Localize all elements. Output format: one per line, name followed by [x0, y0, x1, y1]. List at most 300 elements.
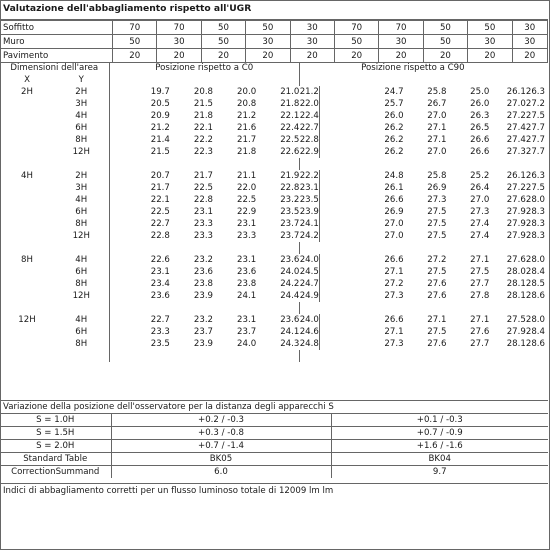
ugr-c0-value: 21.5 — [193, 99, 214, 109]
table-row — [0, 182, 548, 194]
y-dimension: 12H — [54, 230, 109, 242]
ugr-c90-value: 26.1 — [384, 183, 404, 193]
ugr-c90-value: 27.7 — [470, 339, 490, 349]
ugr-c90-value: 27.2 — [525, 99, 545, 109]
table-row — [0, 146, 548, 158]
ugr-c0-value: 22.9 — [299, 147, 319, 157]
ugr-c0-value: 20.8 — [237, 99, 257, 109]
ugr-c90-value: 27.8 — [470, 291, 490, 301]
x-dimension — [0, 194, 54, 206]
reflectance-label: Soffitto — [1, 21, 113, 35]
ugr-c90-value: 27.3 — [470, 207, 490, 217]
ugr-c90-value: 27.3 — [384, 291, 404, 301]
ugr-c90-value: 28.0 — [525, 315, 545, 325]
ugr-c0-value: 22.7 — [299, 123, 319, 133]
x-dimension — [0, 278, 54, 290]
y-dimension: 12H — [54, 146, 109, 158]
y-header: Y — [54, 74, 109, 86]
ugr-c0-value: 21.6 — [237, 123, 257, 133]
ugr-c90-value: 27.6 — [470, 327, 490, 337]
ugr-c0-value: 21.8 — [237, 147, 257, 157]
ugr-c0-value: 23.2 — [193, 255, 214, 265]
ugr-c0-value: 22.5 — [237, 195, 257, 205]
table-row — [0, 134, 548, 146]
y-dimension: 4H — [54, 110, 109, 122]
ugr-c0-value: 21.8 — [193, 111, 214, 121]
table-row — [0, 278, 548, 290]
x-dimension — [0, 110, 54, 122]
ugr-c0-value: 22.2 — [299, 171, 319, 181]
ugr-c90-value: 28.5 — [525, 279, 545, 289]
ugr-c0-value: 22.7 — [150, 219, 170, 229]
reflectance-value: 30 — [290, 21, 334, 35]
reflectance-value: 70 — [379, 21, 423, 35]
ugr-c90-value: 28.0 — [506, 267, 526, 277]
variation-c0: +0.7 / -1.4 — [111, 440, 331, 453]
variation-label: S = 1.5H — [0, 427, 111, 440]
reflectance-value: 20 — [334, 49, 378, 63]
ugr-c0-value: 20.9 — [150, 111, 170, 121]
x-dimension — [0, 182, 54, 194]
ugr-c90-value: 26.1 — [506, 87, 526, 97]
y-dimension: 6H — [54, 206, 109, 218]
ugr-c90-value: 27.1 — [427, 123, 447, 133]
ugr-c0-value: 22.0 — [299, 99, 319, 109]
reflectance-value: 50 — [113, 35, 157, 49]
reflectance-label: Muro — [1, 35, 113, 49]
ugr-c90-value: 28.3 — [525, 207, 545, 217]
ugr-c90-value: 27.6 — [506, 255, 526, 265]
ugr-c90-value: 27.4 — [470, 219, 490, 229]
ugr-c90-value: 28.3 — [525, 231, 545, 241]
ugr-c0-value: 21.7 — [193, 171, 214, 181]
ugr-c0-value: 24.0 — [280, 267, 300, 277]
ugr-c0-value: 23.7 — [193, 327, 214, 337]
ugr-c90-value: 27.4 — [506, 123, 526, 133]
ugr-c0-value: 24.8 — [299, 339, 319, 349]
ugr-c0-value: 21.2 — [299, 87, 319, 97]
ugr-c90-value: 25.0 — [470, 87, 490, 97]
variation-table — [0, 413, 548, 478]
ugr-c90-value: 27.9 — [506, 219, 526, 229]
ugr-c90-value: 28.0 — [525, 195, 545, 205]
ugr-c90-value: 28.1 — [506, 279, 526, 289]
ugr-c90-value: 28.1 — [506, 291, 526, 301]
ugr-c90-value: 27.6 — [427, 279, 447, 289]
ugr-c0-value: 23.1 — [299, 183, 319, 193]
ugr-c90-value: 27.5 — [470, 267, 490, 277]
table-title: Valutazione dell'abbagliamento rispetto all'UGR — [3, 3, 252, 14]
y-dimension: 6H — [54, 326, 109, 338]
reflectance-value: 30 — [246, 35, 290, 49]
ugr-c90-value: 27.3 — [384, 339, 404, 349]
ugr-c90-value: 27.6 — [427, 339, 447, 349]
ugr-c0-value: 22.2 — [193, 135, 214, 145]
ugr-c90-value: 27.5 — [427, 327, 447, 337]
reflectance-value: 70 — [157, 21, 201, 35]
table-row — [0, 314, 548, 326]
reflectance-value: 50 — [246, 21, 290, 35]
reflectance-value: 20 — [290, 49, 334, 63]
ugr-c0-value: 22.1 — [280, 111, 300, 121]
footnote: Indici di abbagliamento corretti per un flusso luminoso totale di 12009 lm lm — [3, 486, 334, 496]
x-dimension — [0, 146, 54, 158]
ugr-c90-value: 28.6 — [525, 291, 545, 301]
ugr-c0-value: 24.1 — [299, 219, 319, 229]
table-row — [0, 122, 548, 134]
ugr-c0-value: 23.1 — [237, 219, 257, 229]
ugr-c0-value: 23.1 — [237, 315, 257, 325]
ugr-c90-value: 26.6 — [470, 147, 490, 157]
x-dimension — [0, 266, 54, 278]
reflectance-value: 70 — [113, 21, 157, 35]
ugr-c0-value: 23.8 — [237, 279, 257, 289]
y-dimension: 4H — [54, 254, 109, 266]
ugr-c90-value: 27.2 — [427, 255, 447, 265]
x-dimension — [0, 338, 54, 350]
ugr-c90-value: 26.2 — [384, 135, 404, 145]
ugr-c90-value: 26.9 — [427, 183, 447, 193]
ugr-c90-value: 27.5 — [525, 183, 545, 193]
x-dimension: 8H — [21, 255, 33, 265]
ugr-c0-value: 22.8 — [280, 183, 300, 193]
ugr-c90-value: 27.4 — [506, 135, 526, 145]
ugr-c90-value: 25.7 — [384, 99, 404, 109]
ugr-c0-value: 21.2 — [237, 111, 257, 121]
table-row — [0, 98, 548, 110]
reflectance-value: 20 — [201, 49, 245, 63]
ugr-c90-value: 26.0 — [384, 111, 404, 121]
ugr-c90-value: 27.9 — [506, 231, 526, 241]
ugr-c0-value: 24.9 — [299, 291, 319, 301]
ugr-c90-value: 25.8 — [427, 87, 447, 97]
ugr-c90-value: 27.1 — [427, 315, 447, 325]
ugr-c90-value: 24.8 — [384, 171, 404, 181]
ugr-c0-value: 24.0 — [237, 339, 257, 349]
y-dimension: 8H — [54, 218, 109, 230]
y-dimension: 4H — [54, 314, 109, 326]
reflectance-value: 30 — [157, 35, 201, 49]
reflectance-row — [1, 49, 548, 63]
table-row — [0, 194, 548, 206]
x-dimension — [0, 230, 54, 242]
c90-header: Posizione rispetto a C90 — [361, 63, 465, 73]
ugr-c90-value: 27.1 — [384, 267, 404, 277]
reflectance-value: 50 — [201, 21, 245, 35]
y-dimension: 3H — [54, 98, 109, 110]
ugr-c90-value: 27.3 — [427, 195, 447, 205]
ugr-c90-value: 26.6 — [470, 135, 490, 145]
x-dimension — [0, 134, 54, 146]
ugr-c90-value: 26.2 — [384, 123, 404, 133]
ugr-c90-value: 27.1 — [470, 255, 490, 265]
ugr-c90-value: 27.7 — [525, 147, 545, 157]
ugr-c0-value: 24.6 — [299, 327, 319, 337]
variation-c90: +1.6 / -1.6 — [331, 440, 548, 453]
reflectance-value: 30 — [512, 21, 547, 35]
ugr-c90-value: 27.5 — [427, 219, 447, 229]
ugr-c90-value: 28.6 — [525, 339, 545, 349]
ugr-c90-value: 27.5 — [427, 207, 447, 217]
table-row — [0, 290, 548, 302]
table-row — [0, 254, 548, 266]
table-row — [0, 110, 548, 122]
ugr-c90-value: 27.1 — [427, 135, 447, 145]
ugr-c90-value: 26.3 — [525, 171, 545, 181]
ugr-c90-value: 26.5 — [470, 123, 490, 133]
ugr-c0-value: 20.5 — [150, 99, 170, 109]
reflectance-label: Pavimento — [1, 49, 113, 63]
ugr-c90-value: 28.4 — [525, 267, 545, 277]
reflectance-value: 70 — [334, 21, 378, 35]
ugr-c0-value: 23.6 — [280, 255, 300, 265]
ugr-c90-value: 27.3 — [506, 147, 526, 157]
y-dimension: 12H — [54, 290, 109, 302]
table-row — [0, 266, 548, 278]
reflectance-value: 20 — [423, 49, 467, 63]
variation-label: S = 2.0H — [0, 440, 111, 453]
ugr-c90-value: 28.1 — [506, 339, 526, 349]
ugr-c90-value: 27.2 — [506, 111, 526, 121]
ugr-c0-value: 22.4 — [299, 111, 319, 121]
ugr-c90-value: 27.5 — [525, 111, 545, 121]
ugr-values-table — [0, 62, 548, 362]
table-row — [0, 230, 548, 242]
ugr-c0-value: 22.0 — [237, 183, 257, 193]
table-row — [0, 206, 548, 218]
ugr-c0-value: 23.3 — [150, 327, 170, 337]
reflectance-value: 30 — [512, 35, 547, 49]
y-dimension: 6H — [54, 266, 109, 278]
ugr-c0-value: 21.2 — [150, 123, 170, 133]
ugr-c90-value: 26.9 — [384, 207, 404, 217]
reflectance-value: 20 — [379, 49, 423, 63]
c0-header: Posizione rispetto a C0 — [109, 62, 299, 74]
ugr-c0-value: 24.1 — [237, 291, 257, 301]
ugr-c90-value: 27.6 — [427, 291, 447, 301]
ugr-c90-value: 26.6 — [384, 195, 404, 205]
ugr-c90-value: 27.7 — [470, 279, 490, 289]
ugr-c90-value: 26.3 — [470, 111, 490, 121]
variation-c0: +0.3 / -0.8 — [111, 427, 331, 440]
ugr-c0-value: 24.0 — [299, 315, 319, 325]
ugr-c0-value: 22.5 — [280, 135, 300, 145]
x-dimension — [0, 98, 54, 110]
area-dimensions-header: Dimensioni dell'area — [0, 62, 109, 74]
x-dimension — [0, 122, 54, 134]
correction-summand-row — [0, 466, 548, 479]
reflectance-value: 50 — [468, 21, 512, 35]
reflectance-value: 30 — [379, 35, 423, 49]
ugr-c0-value: 24.5 — [299, 267, 319, 277]
ugr-c0-value: 22.8 — [299, 135, 319, 145]
ugr-c90-value: 25.2 — [470, 171, 490, 181]
ugr-c0-value: 23.3 — [237, 231, 257, 241]
reflectance-table — [0, 20, 548, 63]
ugr-c90-value: 27.0 — [506, 99, 526, 109]
ugr-c90-value: 26.1 — [506, 171, 526, 181]
reflectance-value: 50 — [334, 35, 378, 49]
ugr-c0-value: 23.7 — [280, 219, 300, 229]
ugr-c0-value: 22.3 — [193, 147, 214, 157]
variation-divider — [0, 400, 548, 401]
y-dimension: 6H — [54, 122, 109, 134]
ugr-c0-value: 23.1 — [237, 255, 257, 265]
ugr-c0-value: 23.9 — [193, 291, 214, 301]
ugr-c90-value: 27.2 — [506, 183, 526, 193]
ugr-c90-value: 27.7 — [525, 135, 545, 145]
ugr-c0-value: 22.7 — [150, 315, 170, 325]
reflectance-value: 20 — [512, 49, 547, 63]
ugr-c0-value: 21.5 — [150, 147, 170, 157]
table-row — [0, 170, 548, 182]
ugr-c0-value: 22.1 — [193, 123, 214, 133]
reflectance-row — [1, 21, 548, 35]
ugr-c90-value: 27.0 — [470, 195, 490, 205]
ugr-c0-value: 24.1 — [280, 327, 300, 337]
ugr-c0-value: 23.5 — [299, 195, 319, 205]
ugr-c0-value: 23.6 — [193, 267, 214, 277]
variation-c90: +0.1 / -0.3 — [331, 414, 548, 427]
ugr-c0-value: 21.1 — [237, 171, 257, 181]
ugr-c90-value: 27.5 — [427, 267, 447, 277]
x-dimension: 2H — [21, 87, 33, 97]
ugr-c0-value: 19.7 — [150, 87, 170, 97]
ugr-c0-value: 24.0 — [299, 255, 319, 265]
ugr-c0-value: 22.9 — [237, 207, 257, 217]
table-row — [0, 326, 548, 338]
reflectance-value: 50 — [201, 35, 245, 49]
ugr-c0-value: 21.0 — [280, 87, 300, 97]
ugr-c0-value: 22.4 — [280, 123, 300, 133]
ugr-c0-value: 23.4 — [150, 279, 170, 289]
ugr-c0-value: 23.3 — [193, 219, 214, 229]
ugr-c0-value: 23.6 — [280, 315, 300, 325]
ugr-c0-value: 23.1 — [193, 207, 214, 217]
reflectance-value: 30 — [290, 35, 334, 49]
ugr-c90-value: 27.4 — [470, 231, 490, 241]
ugr-c0-value: 22.8 — [193, 195, 214, 205]
footnote-divider — [0, 483, 548, 484]
ugr-c0-value: 22.5 — [150, 207, 170, 217]
ugr-c90-value: 26.6 — [384, 255, 404, 265]
variation-row — [0, 427, 548, 440]
correction-summand-label: CorrectionSummand — [0, 466, 111, 479]
ugr-c90-value: 26.0 — [470, 99, 490, 109]
ugr-c90-value: 27.5 — [427, 231, 447, 241]
variation-row — [0, 440, 548, 453]
y-dimension: 3H — [54, 182, 109, 194]
ugr-c90-value: 26.2 — [384, 147, 404, 157]
reflectance-value: 50 — [423, 35, 467, 49]
ugr-c90-value: 26.7 — [427, 99, 447, 109]
ugr-c0-value: 24.2 — [299, 231, 319, 241]
x-dimension — [0, 326, 54, 338]
x-header: X — [24, 75, 30, 85]
reflectance-value: 20 — [157, 49, 201, 63]
ugr-c0-value: 23.9 — [299, 207, 319, 217]
reflectance-value: 30 — [468, 35, 512, 49]
ugr-c0-value: 22.6 — [280, 147, 300, 157]
ugr-c0-value: 23.7 — [280, 231, 300, 241]
ugr-c90-value: 27.1 — [470, 315, 490, 325]
y-dimension: 8H — [54, 338, 109, 350]
ugr-c0-value: 22.1 — [150, 195, 170, 205]
standard-table-row — [0, 453, 548, 466]
y-dimension: 2H — [54, 86, 109, 98]
ugr-c0-value: 24.2 — [280, 279, 300, 289]
ugr-c0-value: 21.4 — [150, 135, 170, 145]
standard-table-c90: BK04 — [331, 453, 548, 466]
ugr-c0-value: 23.3 — [193, 231, 214, 241]
ugr-c0-value: 21.9 — [280, 171, 300, 181]
ugr-c0-value: 21.8 — [280, 99, 300, 109]
variation-c90: +0.7 / -0.9 — [331, 427, 548, 440]
ugr-c0-value: 23.7 — [237, 327, 257, 337]
ugr-c0-value: 20.0 — [237, 87, 257, 97]
y-dimension: 2H — [54, 170, 109, 182]
ugr-c0-value: 23.5 — [280, 207, 300, 217]
reflectance-row — [1, 35, 548, 49]
x-dimension: 12H — [18, 315, 36, 325]
x-dimension — [0, 290, 54, 302]
y-dimension: 4H — [54, 194, 109, 206]
reflectance-value: 20 — [113, 49, 157, 63]
ugr-c0-value: 23.8 — [193, 279, 214, 289]
ugr-c90-value: 26.6 — [384, 315, 404, 325]
ugr-c90-value: 27.2 — [384, 279, 404, 289]
ugr-c90-value: 27.0 — [427, 111, 447, 121]
ugr-c90-value: 25.8 — [427, 171, 447, 181]
ugr-c90-value: 27.0 — [384, 219, 404, 229]
ugr-c90-value: 27.6 — [506, 195, 526, 205]
variation-label: S = 1.0H — [0, 414, 111, 427]
table-row — [0, 86, 548, 98]
y-dimension: 8H — [54, 278, 109, 290]
ugr-c0-value: 24.3 — [280, 339, 300, 349]
ugr-c0-value: 23.6 — [150, 291, 170, 301]
standard-table-c0: BK05 — [111, 453, 331, 466]
ugr-c0-value: 21.7 — [237, 135, 257, 145]
ugr-c0-value: 23.1 — [150, 267, 170, 277]
ugr-c90-value: 27.7 — [525, 123, 545, 133]
table-row — [0, 218, 548, 230]
ugr-c0-value: 23.2 — [280, 195, 300, 205]
ugr-c0-value: 24.7 — [299, 279, 319, 289]
ugr-c0-value: 23.2 — [193, 315, 214, 325]
ugr-c0-value: 22.6 — [150, 255, 170, 265]
reflectance-value: 20 — [246, 49, 290, 63]
x-dimension — [0, 218, 54, 230]
ugr-c90-value: 27.9 — [506, 207, 526, 217]
x-dimension — [0, 206, 54, 218]
variation-row — [0, 414, 548, 427]
reflectance-value: 50 — [423, 21, 467, 35]
ugr-c0-value: 23.5 — [150, 339, 170, 349]
variation-title: Variazione della posizione dell'osservatore per la distanza degli apparecchi S — [3, 402, 334, 412]
ugr-c90-value: 26.3 — [525, 87, 545, 97]
reflectance-value: 20 — [468, 49, 512, 63]
ugr-c0-value: 23.6 — [237, 267, 257, 277]
ugr-c90-value: 27.0 — [427, 147, 447, 157]
ugr-c90-value: 28.0 — [525, 255, 545, 265]
ugr-c0-value: 23.9 — [193, 339, 214, 349]
variation-c0: +0.2 / -0.3 — [111, 414, 331, 427]
x-dimension: 4H — [21, 171, 33, 181]
ugr-c90-value: 26.4 — [470, 183, 490, 193]
ugr-c0-value: 22.5 — [193, 183, 214, 193]
ugr-c0-value: 24.4 — [280, 291, 300, 301]
